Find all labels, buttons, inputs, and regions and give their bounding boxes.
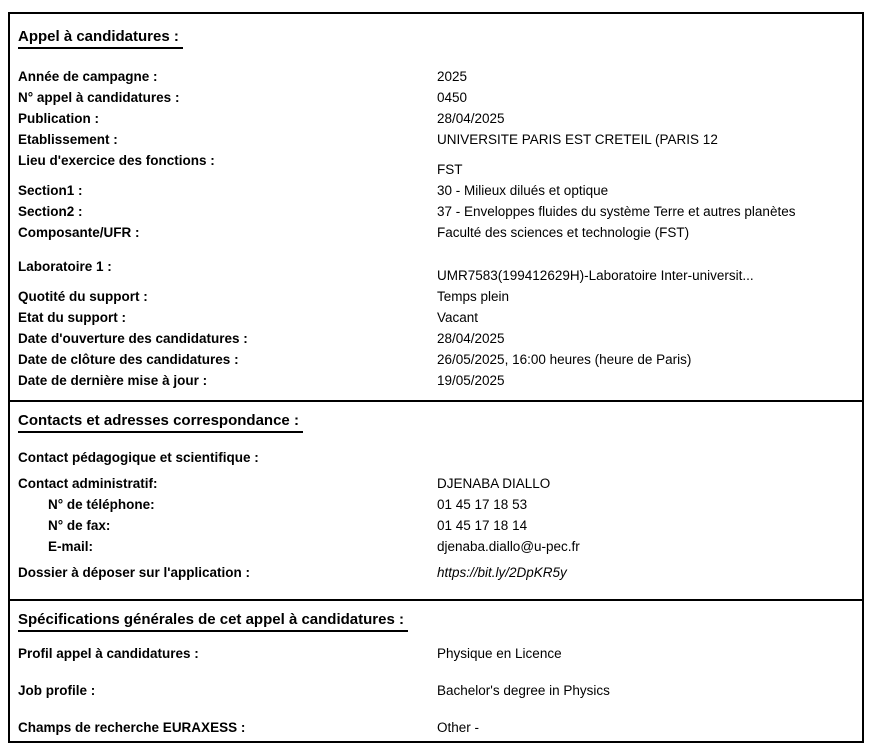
field-row-section1 [10,180,862,201]
field-value: Physique en Licence [437,646,562,661]
field-row-profil-appel [10,643,862,664]
field-row-date-ouverture [10,328,862,349]
field-label: Champs de recherche EURAXESS : [18,720,246,735]
field-label: N° appel à candidatures : [18,90,180,105]
field-value: djenaba.diallo@u-pec.fr [437,539,580,554]
section-specifications [10,599,862,741]
field-row-laboratoire-1 [10,256,862,286]
field-value: 37 - Enveloppes fluides du système Terre et autres planètes [437,204,796,219]
field-value: 28/04/2025 [437,331,505,346]
field-value: UNIVERSITE PARIS EST CRETEIL (PARIS 12 [437,132,718,147]
field-label: Profil appel à candidatures : [18,646,199,661]
field-label: Date d'ouverture des candidatures : [18,331,248,346]
field-label: Etablissement : [18,132,118,147]
field-row-contact-pedagogique [10,447,862,468]
field-row-email [10,536,862,557]
field-row-euraxess [10,717,862,738]
field-value: Vacant [437,310,479,325]
field-label: N° de téléphone: [48,497,155,512]
field-label: Laboratoire 1 : [18,259,112,274]
field-value: FST [437,162,463,177]
field-value: Bachelor's degree in Physics [437,683,610,698]
field-label: Lieu d'exercice des fonctions : [18,153,215,168]
field-row-date-cloture [10,349,862,370]
field-row-quotite-support [10,286,862,307]
field-label: Etat du support : [18,310,126,325]
field-row-publication [10,108,862,129]
field-value: Faculté des sciences et technologie (FST) [437,225,690,240]
field-value: 26/05/2025, 16:00 heures (heure de Paris) [437,352,692,367]
application-url: https://bit.ly/2DpKR5y [437,565,567,580]
field-row-section2 [10,201,862,222]
field-row-etat-support [10,307,862,328]
field-label: Dossier à déposer sur l'application : [18,565,251,580]
field-value: DJENABA DIALLO [437,476,551,491]
field-label: Section2 : [18,204,83,219]
field-value: 0450 [437,90,468,105]
section-title: Contacts et adresses correspondance : [18,411,303,433]
field-row-telephone [10,494,862,515]
field-value: 01 45 17 18 53 [437,497,528,512]
field-value: UMR7583(199412629H)-Laboratoire Inter-universit... [437,268,754,283]
section-contacts [10,400,862,599]
field-value: 28/04/2025 [437,111,505,126]
field-label: Année de campagne : [18,69,158,84]
section-appel-candidatures [10,14,862,400]
field-value: 19/05/2025 [437,373,505,388]
field-label: Date de clôture des candidatures : [18,352,239,367]
field-row-annee-campagne [10,66,862,87]
field-label: E-mail: [48,539,94,554]
section-title: Appel à candidatures : [18,27,183,49]
section-title: Spécifications générales de cet appel à candidatures : [18,610,408,632]
field-row-composante-ufr [10,222,862,243]
field-value: 30 - Milieux dilués et optique [437,183,609,198]
field-label: Date de dernière mise à jour : [18,373,208,388]
field-row-etablissement [10,129,862,150]
field-row-dossier-application [10,562,862,583]
field-value: Temps plein [437,289,510,304]
field-value: 01 45 17 18 14 [437,518,528,533]
field-label: Publication : [18,111,99,126]
field-label: Job profile : [18,683,96,698]
field-label: Contact pédagogique et scientifique : [18,450,259,465]
field-row-contact-administratif [10,473,862,494]
field-label: Contact administratif: [18,476,158,491]
field-row-job-profile [10,680,862,701]
field-label: N° de fax: [48,518,111,533]
field-label: Composante/UFR : [18,225,140,240]
field-value: Other - [437,720,480,735]
field-row-fax [10,515,862,536]
field-value: 2025 [437,69,468,84]
field-row-date-maj [10,370,862,391]
field-label: Quotité du support : [18,289,148,304]
field-label: Section1 : [18,183,83,198]
field-row-lieu-exercice [10,150,862,180]
field-row-numero-appel [10,87,862,108]
job-posting-document [8,12,864,743]
